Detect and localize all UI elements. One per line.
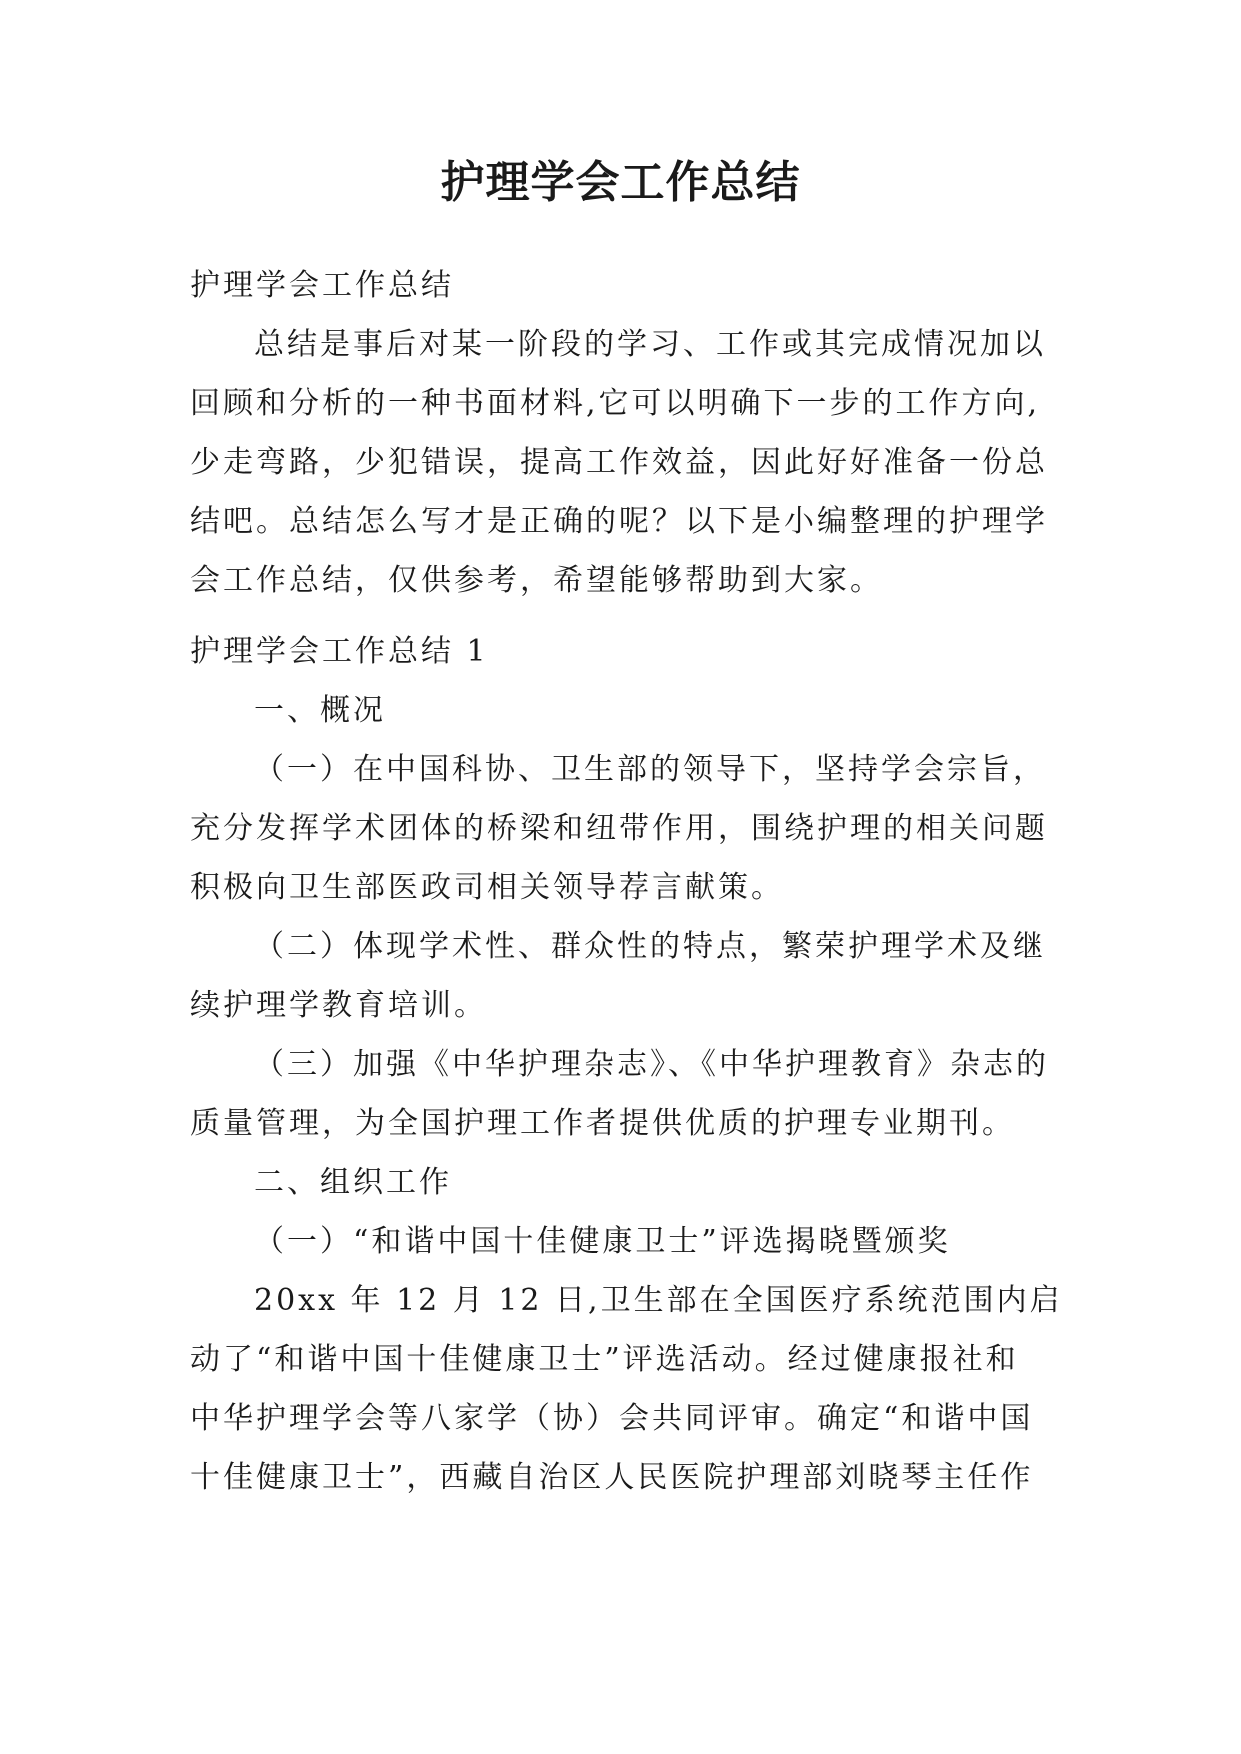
intro-line: 少走弯路，少犯错误，提高工作效益，因此好好准备一份总 [190, 445, 1048, 480]
subtitle: 护理学会工作总结 [190, 268, 454, 303]
overview-p2-line: 续护理学教育培训。 [190, 988, 487, 1023]
overview-p3-line: （三）加强《中华护理杂志》、《中华护理教育》杂志的 [254, 1047, 1049, 1082]
section-heading: 护理学会工作总结 1 [190, 634, 489, 669]
org-p1-line: 中华护理学会等八家学（协）会共同评审。确定“和谐中国 [190, 1401, 1034, 1436]
intro-line: 回顾和分析的一种书面材料,它可以明确下一步的工作方向, [190, 386, 1041, 421]
overview-p1-line: （一）在中国科协、卫生部的领导下，坚持学会宗旨， [254, 752, 1046, 787]
org-p1-line: 20xx 年 12 月 12 日,卫生部在全国医疗系统范围内启 [254, 1283, 1063, 1318]
document-title: 护理学会工作总结 [440, 157, 801, 208]
overview-p1-line: 充分发挥学术团体的桥梁和纽带作用，围绕护理的相关问题 [190, 811, 1048, 846]
document-body-section [190, 622, 1063, 1507]
document-body [190, 256, 1050, 610]
intro-line: 结吧。总结怎么写才是正确的呢？以下是小编整理的护理学 [190, 504, 1048, 539]
org-heading: 二、组织工作 [254, 1165, 452, 1200]
overview-p3-line: 质量管理，为全国护理工作者提供优质的护理专业期刊。 [190, 1106, 1015, 1141]
org-p1-line: 十佳健康卫士”，西藏自治区人民医院护理部刘晓琴主任作 [190, 1460, 1034, 1495]
intro-line: 会工作总结，仅供参考，希望能够帮助到大家。 [190, 563, 883, 598]
intro-line: 总结是事后对某一阶段的学习、工作或其完成情况加以 [254, 327, 1046, 362]
org-sub-heading: （一）“和谐中国十佳健康卫士”评选揭晓暨颁奖 [254, 1224, 951, 1259]
overview-p2-line: （二）体现学术性、群众性的特点，繁荣护理学术及继 [254, 929, 1046, 964]
org-p1-line: 动了“和谐中国十佳健康卫士”评选活动。经过健康报社和 [190, 1342, 1019, 1377]
overview-heading: 一、概况 [254, 693, 386, 728]
overview-p1-line: 积极向卫生部医政司相关领导荐言献策。 [190, 870, 784, 905]
